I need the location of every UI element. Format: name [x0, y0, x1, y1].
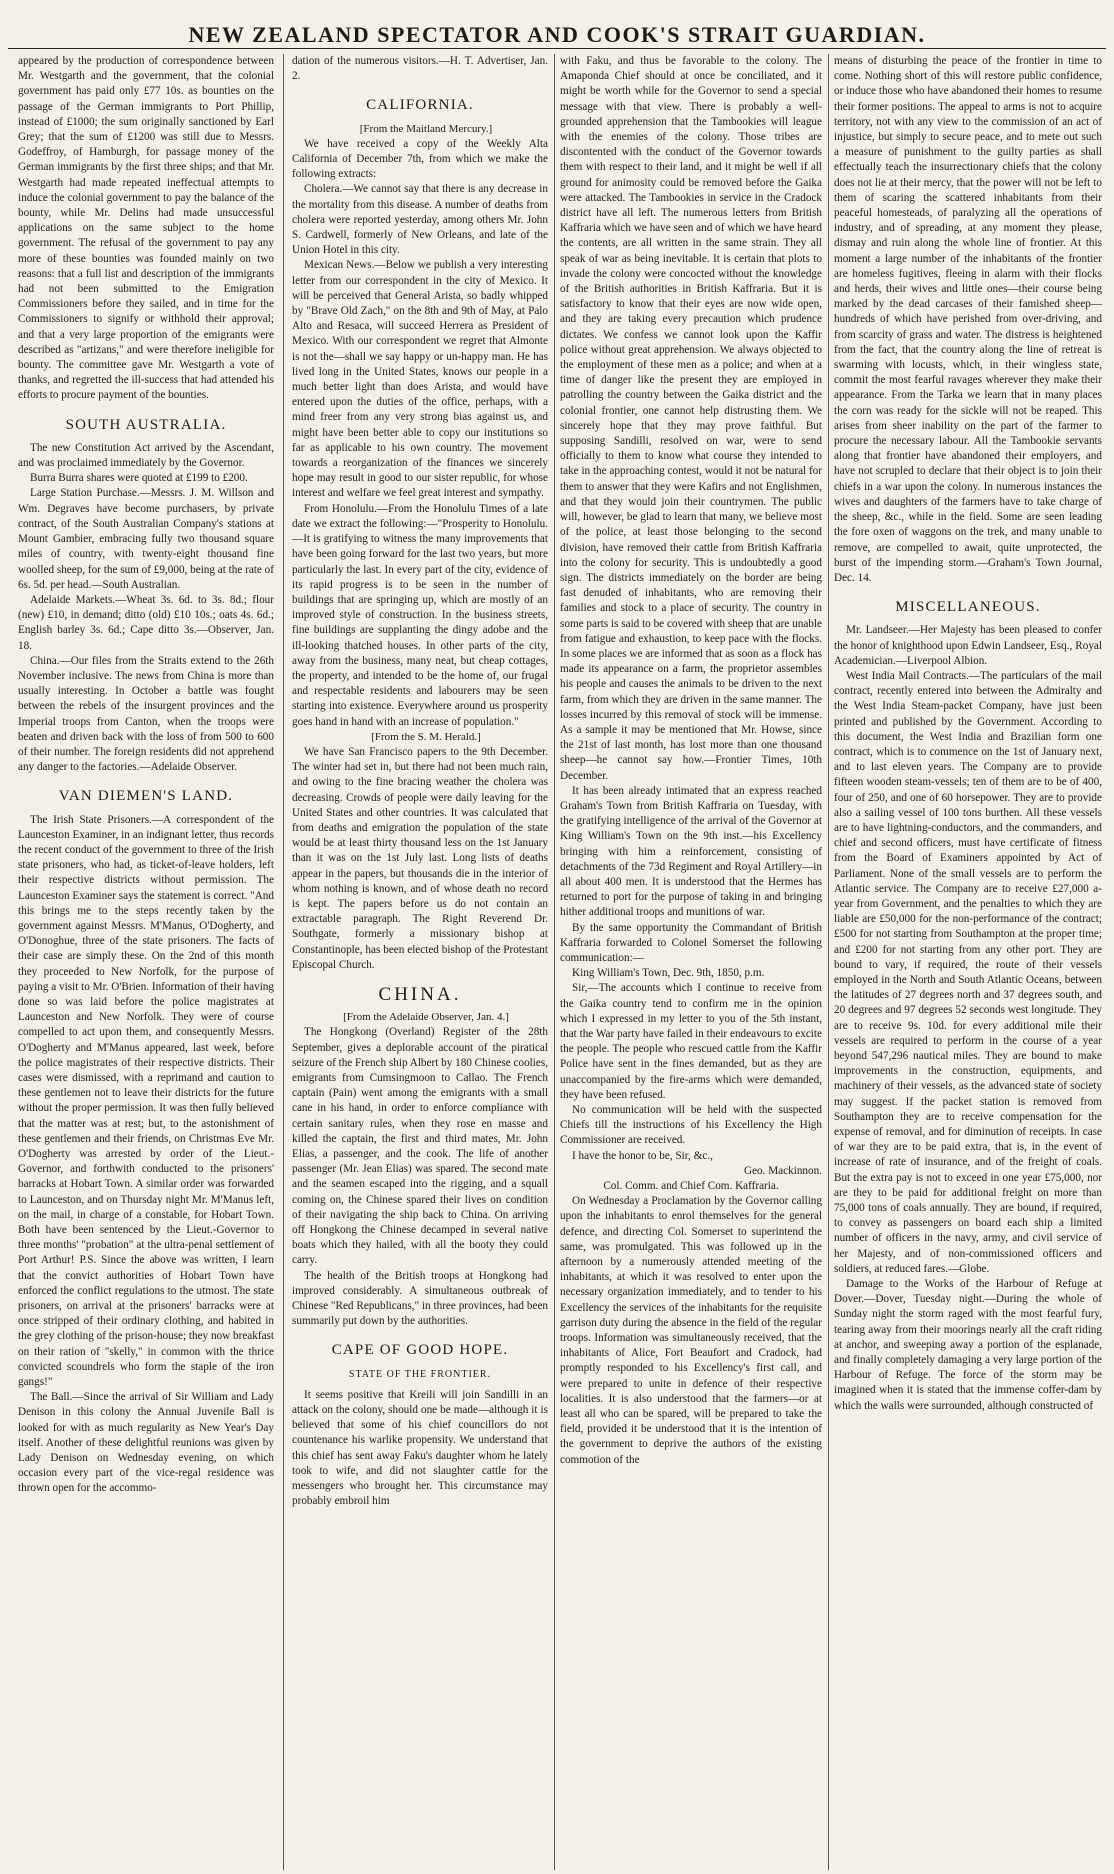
- article-paragraph: From Honolulu.—From the Honolulu Times of a late date we extract the following:—"Prosperity to Honolulu.—It is gratifying to witness the many improvements that have been going forward for the last two years, but more particularly the last. In every part of the city, evidence of its rapid progress is to be seen in the number of buildings that are springing up, which are mostly of an improved style of construction. In the business streets, fine buildings are supplanting the dingy adobe and the ill-looking thatched houses. In other parts of the city, away from the business, many neat, but cheap cottages, the property, and intended to be the home of, our frugal and respectable residents and labourers may be seen starting into existence. Everywhere around us prosperity goes hand in hand with an increase of population.": [292, 502, 548, 728]
- article-paragraph: By the same opportunity the Commandant of British Kaffraria forwarded to Colonel Somerset the following communication:—: [560, 921, 822, 964]
- article-paragraph: The new Constitution Act arrived by the Ascendant, and was proclaimed immediately by the Governor.: [18, 441, 274, 470]
- column-1: [18, 54, 274, 1870]
- article-paragraph: Sir,—The accounts which I continue to receive from the Gaika country tend to confirm me in the opinion which I expressed in my letter to you of the 5th instant, that the War party have failed in their endeavours to excite the people. The people who rescued cattle from the Kaffir Police have sent in the fines demanded, but as they are unaccompanied by the fire-arms which were demanded, they have been refused.: [560, 982, 822, 1101]
- article-paragraph: Mexican News.—Below we publish a very interesting letter from our correspondent in the city of Mexico. It will be perceived that General Arista, so badly whipped by "Brave Old Zach," on the 8th and 9th of May, at Palo Alto and Resaca, will succeed Herrera as President of Mexico. With our correspondent we regret that Almonte is not the—shall we say happy or un-happy man. He has lived long in the United States, knows our people in a much better light than does Arista, and would have entered upon the duties of the office, perhaps, with a mind freer from any very strong bias against us, and might have been better able to copy our institutions so far as applicable to his own country. The movement towards a reorganization of the finances we sincerely hope may result in good to our sister republic, for whose interest and welfare we feel great interest and sympathy.: [292, 259, 548, 500]
- article-paragraph: West India Mail Contracts.—The particulars of the mail contract, recently entered into between the Admiralty and the West India Steam-packet Company, have just been printed and published by the Government. According to this document, the West India and Brazilian form one contract, which is to commence on the 1st of January next, and to last eleven years. The Company are to provide fifteen wooden steam-vessels; ten of them are to be of 400, four of 250, and one of 60 horsepower. They are to provide also a sailing vessel of 100 tons burthen. All these vessels are to have lightning-conductors, and the commanders, and chief and second officers, must have certificate of fitness from the Board of Examiners appointed by Act of Parliament. None of the small vessels are to perform the Atlantic service. The Company are to receive £27,000 a-year from Government, and the penalties to which they are liable are £50,000 for the non-performance of the contract; £500 for not starting from Southampton at the proper time; and £200 for not starting from any other port. They are bound to vary, if required, the route of their vessels employed in the North and South Atlantic Oceans, between the latitudes of 27 degrees north and 37 degrees south, and 20 degrees and 97 degrees 52 seconds west longitude. They are to receive 9s. 10d. for every additional mile their vessels are required to perform in the course of a year beyond 547,296 nautical miles. They are bound to make improvements in the construction, equipments, and machinery of their vessels, as the advanced state of society may suggest. If the packet station is removed from Southampton they are to receive compensation for the expense of removal, and for diminution of receipts. In case of war they are to be paid extra, that is, in the event of increase of rate of insurance, and of the freight of coals. But the extra pay is not to exceed in one year £75,000, nor are they to be paid for additional freight on more than 75,000 tons of coals annually. They are bound, if required, to convey as passengers on board each ship a limited number of officers in the navy, army, and civil service of her Majesty, and of non-commissioned officers and soldiers, at reduced fares.—Globe.: [834, 669, 1102, 1275]
- section-subheading: STATE OF THE FRONTIER.: [348, 1368, 492, 1380]
- article-paragraph: We have received a copy of the Weekly Alta California of December 7th, from which we make the following extracts:: [292, 137, 548, 181]
- source-credit: [From the Maitland Mercury.]: [359, 122, 493, 135]
- article-paragraph: appeared by the production of correspondence between Mr. Westgarth and the government, that the colonial government has paid only £77 10s. as bounties on the passage of the German immigrants to Port Phillip, instead of £1000; the sum originally sanctioned by Earl Grey; that the sum of £1200 was still due to Messrs. Godeffroy, of Hamburgh, for passage money of the German immigrants by the first three ships; and that Mr. Westgarth had made repeated ineffectual attempts to induce the colonial government to pay the balance of the bounty, while Mr. Delins had made unsuccessful applications on the same subject to the home government. The refusal of the government to pay any more of these bounties was founded mainly on two reasons: that a full list and description of the immigrants had not been submitted to the Emigration Commissioners before they sailed, and in time for the Commissioners to signify or withhold their approval; and that a very large proportion of the emigrants were described as "artizans," and were therefore ineligible for bounty. The committee gave Mr. Westgarth a vote of thanks, and regretted the ill-success that had attended his efforts to procure payment of the bounties.: [18, 55, 274, 402]
- section-heading: CHINA.: [378, 983, 462, 1005]
- masthead: [0, 0, 1114, 46]
- masthead-rule: [8, 48, 1106, 49]
- article-paragraph: Damage to the Works of the Harbour of Refuge at Dover.—Dover, Tuesday night.—During the whole of Sunday night the storm raged with the most fearful fury, tearing away from their moorings nearly all the craft riding at anchor, and sweeping away a portion of the esplanade, and finally completely damaging a very large portion of the Harbour of Refuge. The force of the storm may be imagined when it is stated that the immense coffer-dam by which the walls were surrounded, although constructed of: [834, 1278, 1102, 1412]
- article-paragraph: Adelaide Markets.—Wheat 3s. 6d. to 3s. 8d.; flour (new) £10, in demand; ditto (old) £10 10s.; oats 4s. 6d.; English barley 3s. 6d.; Cape ditto 3s.—Observer, Jan. 18.: [18, 593, 274, 652]
- column-divider: [554, 54, 555, 1870]
- article-paragraph: dation of the numerous visitors.—H. T. Advertiser, Jan. 2.: [292, 55, 548, 83]
- article-paragraph: It has been already intimated that an express reached Graham's Town from British Kaffraria on Tuesday, with the gratifying intelligence of the arrival of the Governor at King William's Town on the 9th inst.—his Excellency bringing with him a reinforcement, consisting of detachments of the 73d Regiment and Royal Artillery—in all about 400 men. It is understood that the Hermes has returned to port for the purpose of taking in and bringing hither additional troops and munitions of war.: [560, 784, 822, 919]
- column-divider: [828, 54, 829, 1870]
- article-paragraph: The Irish State Prisoners.—A correspondent of the Launceston Examiner, in an indignant letter, thus records the recent conduct of the government to three of the Irish state prisoners, who had, as ticket-of-leave holders, left their respective districts without permission. The Launceston Examiner says the statement is correct. "And this brings me to the steps recently taken by the government against Messrs. M'Manus, O'Dogherty, and O'Donoghue, three of the state prisoners. The facts of their case are simply these. On the 2nd of this month they proceeded to New Norfolk, for the purpose of paying a visit to Mr. O'Brien. Information of their having done so was laid before the police magistrates at Launceston and New Norfolk. They were of course compelled to act upon them, and consequently Messrs. O'Dogherty and M'Manus appeared, last week, before the police magistrates of their respective districts. Their cases were dismissed, with a reprimand and caution to these gentlemen not to leave their districts for the future without the proper permission. It was then fully believed that the matter was at rest; but, to the astonishment of these gentlemen and their friends, on Christmas Eve Mr. O'Dogherty was arrested by order of the Lieut.-Governor, and forthwith conducted to the prisoners' barracks at Hobart Town. A similar order was forwarded to Launceston, and on Thursday night Mr. M'Manus left, on the mail, in charge of a constable, for Hobart Town. Both have been sentenced by the Lieut.-Governor to three months' "probation" at the ultra-penal settlement of Port Arthur! P.S. Since the above was written, I learn that the convict authorities of Hobart Town have enforced the conflict regulations to the utmost. The state prisoners, on arrival at the prisoners' barracks were at once stripped of their ordinary clothing, and habited in the grey clothing of the prison-house; they now breakfast on their ration of "skelly," in common with the thrice convicted scoundrels who form the staple of the iron gangs!": [18, 813, 274, 1389]
- article-paragraph: No communication will be held with the suspected Chiefs till the instructions of his Excellency the High Commissioner are received.: [560, 1104, 822, 1147]
- article-paragraph: Geo. Mackinnon.: [744, 1164, 822, 1177]
- article-paragraph: Cholera.—We cannot say that there is any decrease in the mortality from this disease. A number of deaths from cholera were reported yesterday, among others Mr. John S. Cardwell, formerly of New Orleans, and late of the Union Hotel in this city.: [292, 183, 548, 257]
- section-heading: SOUTH AUSTRALIA.: [65, 416, 227, 433]
- article-paragraph: The Ball.—Since the arrival of Sir William and Lady Denison in this colony the Annual Juvenile Ball is looked for with as much regularity as New Year's Day itself. Another of these delightful reunions was given by Lady Denison on Wednesday evening, on which occasion every part of the vice-regal residence was thrown open for the accommo-: [18, 1391, 274, 1495]
- article-paragraph: Burra Burra shares were quoted at £199 to £200.: [30, 472, 248, 485]
- column-4: [834, 54, 1102, 1870]
- article-paragraph: It seems positive that Kreili will join Sandilli in an attack on the colony, should one be made—although it is believed that some of his chief councillors do not countenance his warlike propensity. We understand that this chief has sent away Faku's daughter whom he lately took to wife, and did not slaughter cattle for the messengers who brought her. This circumstance may probably embroil him: [292, 1388, 548, 1508]
- newspaper-title: NEW ZEALAND SPECTATOR AND COOK'S STRAIT GUARDIAN.: [188, 22, 926, 47]
- article-paragraph: Col. Comm. and Chief Com. Kaffraria.: [603, 1180, 779, 1193]
- column-2: [292, 54, 548, 1870]
- article-paragraph: Mr. Landseer.—Her Majesty has been pleased to confer the honor of knighthood upon Edwin Landseer, Esq., Royal Academician.—Liverpool Albion.: [834, 624, 1102, 667]
- article-paragraph: We have San Francisco papers to the 9th December. The winter had set in, but there had not been much rain, and owing to the fine bracing weather the cholera was decreasing. Crowds of people were daily leaving for the United States and other countries. It was calculated that from deaths and emigration the population of the state would be at least thirty thousand less on the 1st January than it was on the 1st July last. Long lists of deaths appear in the papers, but thousands die in the interior of whom nothing is known, and of whose death no record is kept. The papers before us do not contain an extractable paragraph. The Right Reverend Dr. Southgate, formerly a missionary bishop at Constantinople, has been elected bishop of the Protestant Episcopal Church.: [292, 745, 548, 971]
- section-heading: MISCELLANEOUS.: [895, 599, 1041, 616]
- article-paragraph: China.—Our files from the Straits extend to the 26th November inclusive. The news from China is more than usually interesting. In October a battle was fought between the rebels of the insurgent provinces and the Imperial troops from Canton, when the troops were beaten and driven back with the loss of from 500 to 600 of their number. The foreign residents did not apprehend any danger to the factories.—Adelaide Observer.: [18, 654, 274, 774]
- section-heading: CALIFORNIA.: [366, 97, 474, 114]
- section-heading: CAPE OF GOOD HOPE.: [331, 1342, 509, 1359]
- column-3: [560, 54, 822, 1870]
- column-divider: [283, 54, 284, 1870]
- article-paragraph: Large Station Purchase.—Messrs. J. M. Willson and Wm. Degraves have become purchasers, by private contract, of the South Australian Company's stations at Mount Gambier, embracing fully two thousand square miles of country, with twenty-eight thousand fine woolled sheep, for the sum of £9,000, being at the rate of 6s. 5d. per head.—South Australian.: [18, 487, 274, 591]
- article-paragraph: with Faku, and thus be favorable to the colony. The Amaponda Chief should at once be conciliated, and it might be worth while for the Governor to send a special message with that view. There is probably a well-grounded apprehension that the Tambookies will league with the enemies of the colony. Those tribes are discontented with the conduct of the Governor towards them with respect to their land, and it might be well if all ground for animosity could be removed before the Gaika were attacked. The Tambookies in service in the Cradock district have all left. The numerous letters from British Kaffraria which we have seen and of which we have heard the contents, are all written in the same strain. They all speak of war as being inevitable. It is certain that plots to invade the colony were concocted without the knowledge of the British authorities in British Kaffraria. But it is satisfactory to know that their eyes are now wide open, and they are taking every precaution which prudence dictates. We confess we cannot look upon the Kaffir police without great apprehension. We always objected to the employment of these men as a police; and when at a time of danger like the present they are employed in patrolling the country between the Gaika district and the colonial frontier, one cannot help distrusting them. We sincerely hope that they may prove faithful. But supposing Sandilli, resolved on war, were to send officially to them to know what course they intended to take in the approaching contest, would it not be natural for them to answer that they were Kafirs and not Englishmen, and that they would join their countrymen. The public will, however, be glad to learn that many, we believe most of the police, at least those belonging to the second division, have removed their cattle from British Kaffraria into the colony for security. This is undoubtedly a good sign. The districts immediately on the border are being fast denuded of inhabitants, who are removing their families and stock to a place of security. The country in some parts is said to be covered with sheep that are unable from fatigue and exhaustion, to keep pace with the flocks. In some places we are informed that as soon as a flock has made its appearance on a farm, the proprietor assembles his people and causes the animals to be driven to the next farm, from which they are driven in the same manner. The losses incurred by this removal of stock will be immense. As a sample it may be mentioned that Mr. Howse, since the 21st of last month, has lost more than one thousand sheep—he cannot say how.—Frontier Times, 10th December.: [560, 55, 822, 782]
- source-credit: [From the S. M. Herald.]: [371, 730, 481, 743]
- article-paragraph: The health of the British troops at Hongkong had improved considerably. A simultaneous outbreak of Chinese "Red Republicans," in three provinces, had been summarily put down by the authorities.: [292, 1269, 548, 1328]
- article-paragraph: means of disturbing the peace of the frontier in time to come. Nothing short of this will restore public confidence, or induce those who have abandoned their homes to resume their former positions. The appeal to arms is not to acquire territory, not with any view to the commission of an act of injustice, but simply to secure peace, and to mete out such a measure of punishment to the guilty parties as shall effectually teach the insurrectionary chiefs that the colony does not lie at their mercy, that the power will not be left to them of scaring the scattered inhabitants from their peaceful homesteads, of paralyzing all the operations of industry, and of spreading, at any moment they please, dismay and ruin along the whole line of frontier. At this moment a large number of the inhabitants of the frontier are homeless fugitives, fleeing in alarm with their flocks and herds, their wives and little ones—their course being marked by the dead carcases of their famished sheep—hundreds of which have perished from over-driving, and from scarcity of grass and water. The distress is heightened from the fact, that the country along the line of retreat is swarming with locusts, which, in their wingless state, commit the most fearful ravages wherever they make their appearance. From the Tarka we learn that in many places the corn was ready for the sickle will not be reaped. This arises from sheer inability on the part of the farmer to procure the necessary labour. All the Tambookie servants along that frontier have abandoned their employers, and have not scrupled to declare that their object is to join their chiefs in a war upon the colony. In numerous instances the wives and daughters of the farmers have to take charge of the sheep, &c., while in the field. Some are seen leading the fore oxen of waggons on the trek, and many unable to remove, are compelled to await, quite unprotected, the burst of the impending storm.—Graham's Town Journal, Dec. 14.: [834, 55, 1102, 584]
- section-heading: VAN DIEMEN'S LAND.: [58, 788, 234, 805]
- article-paragraph: I have the honor to be, Sir, &c.,: [572, 1149, 713, 1162]
- article-paragraph: King William's Town, Dec. 9th, 1850, p.m.: [572, 967, 765, 980]
- article-paragraph: The Hongkong (Overland) Register of the 28th September, gives a deplorable account of the piratical seizure of the French ship Albert by 180 Chinese coolies, emigrants from Cumsingmoon to Callao. The French captain (Pain) went among the emigrants with a small cane in his hand, in order to enforce compliance with certain sanitary rules, when they rose en masse and killed the captain, the first and third mates, Mr. John Elias, a passenger, and the cook. The life of another passenger (Mr. Jean Elias) was spared. The second mate and the seamen escaped into the rigging, and a squall coming on, the Chinese spared their lives on condition of their navigating the ship back to China. On arriving off Hongkong the Chinese decamped in several native boats which they hailed, with all the booty they could carry.: [292, 1026, 548, 1267]
- article-paragraph: On Wednesday a Proclamation by the Governor calling upon the inhabitants to enrol themselves for the general defence, and directing Col. Somerset to superintend the same, was promulgated. This was followed up in the afternoon by a numerously attended meeting of the inhabitants, at which it was resolved to enter upon the necessary organization immediately, and to tender to his Excellency the services of the inhabitants for the requisite garrison duty during the absence in the field of the regular troops. Information was simultaneously received, that the inhabitants of Alice, Fort Beaufort and Cradock, had promptly responded to his Excellency's first call, and were prepared to unite in defence of their respective localities. It is also understood that the farmers—or at least all who can be spared, will be prepared to take the field, provided it be understood that it is the intention of the government to deprive the authors of the existing commotion of the: [560, 1195, 822, 1466]
- source-credit: [From the Adelaide Observer, Jan. 4.]: [343, 1011, 509, 1024]
